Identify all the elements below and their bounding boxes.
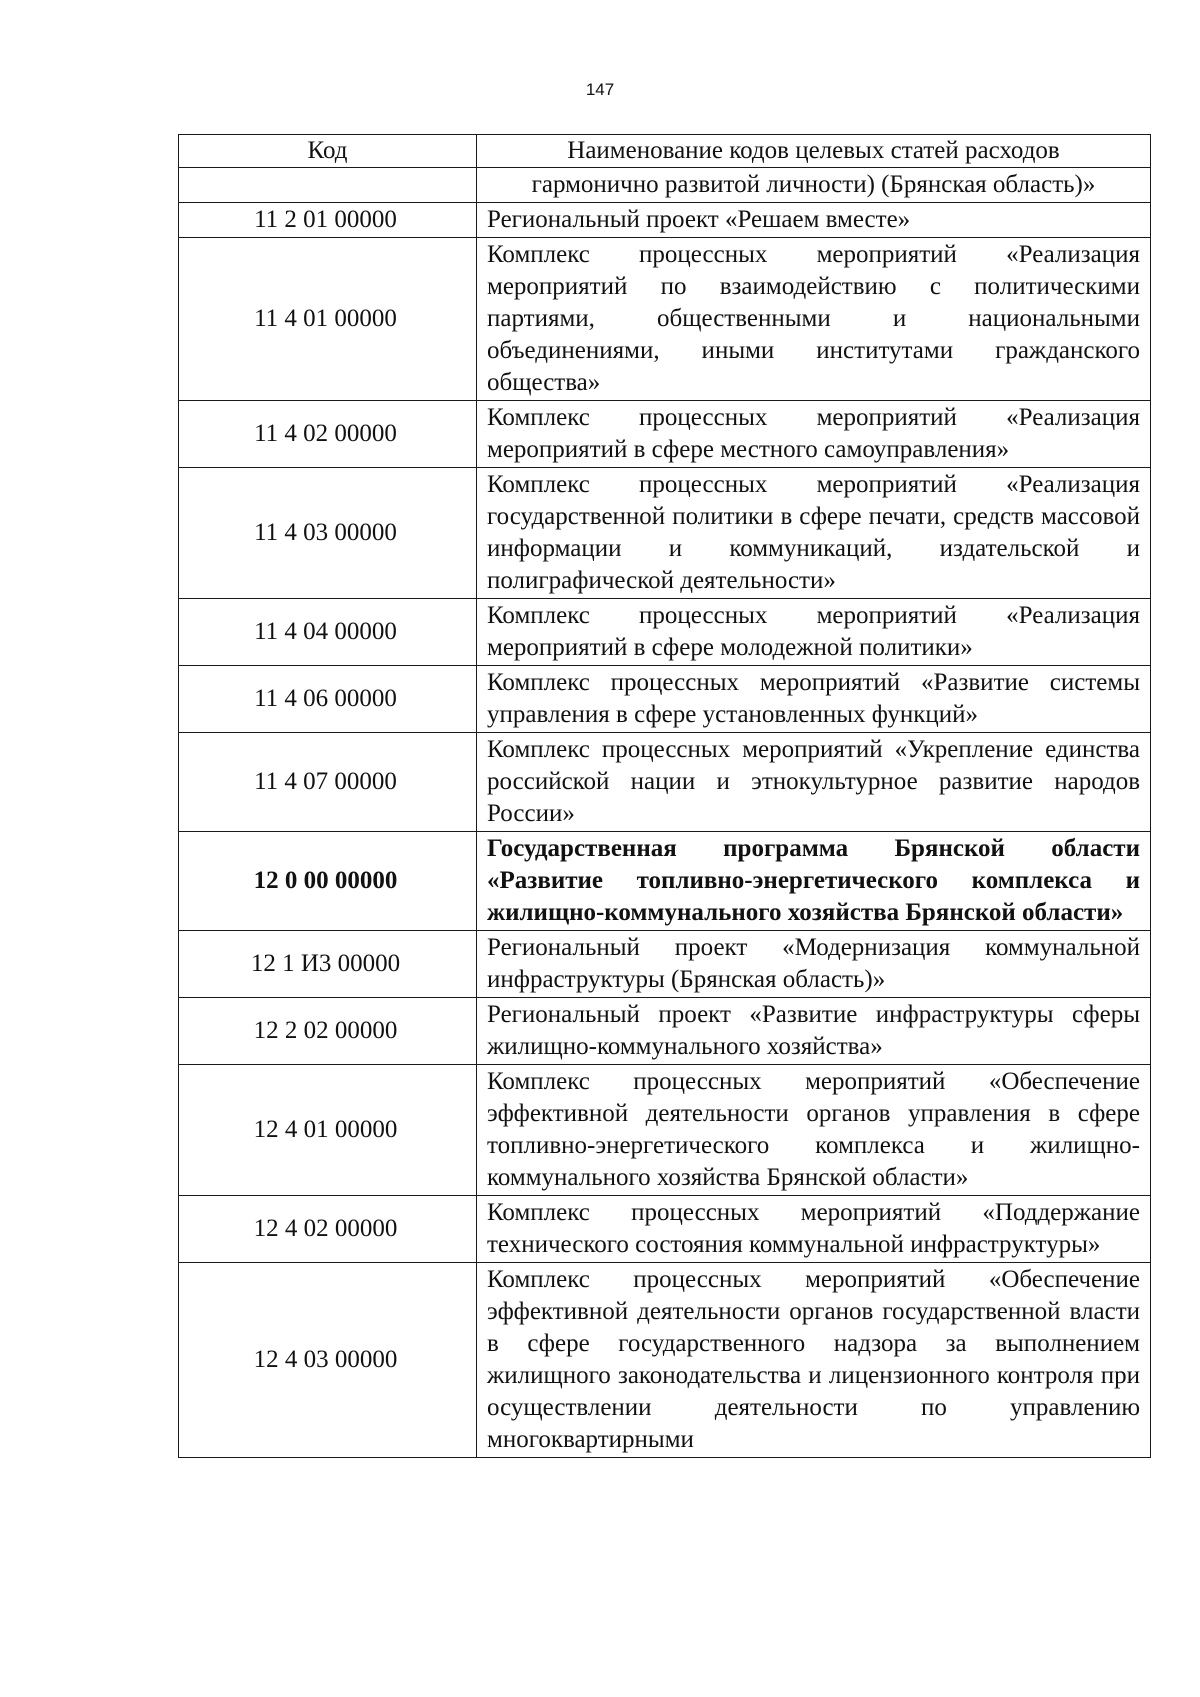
row-name: Комплекс процессных мероприятий «Реализация мероприятий в сфере местного самоуправления»	[477, 401, 1151, 468]
row-name: Комплекс процессных мероприятий «Реализация мероприятий по взаимодействию с политическими партиями, общественными и национальными объединениями, иными институтами гражданского общества»	[477, 238, 1151, 401]
row-code: 11 2 01 00000	[179, 203, 477, 238]
row-name: Комплекс процессных мероприятий «Обеспечение эффективной деятельности органов управления в сфере топливно-энергетического комплекса и жилищно-коммунального хозяйства Брянской области»	[477, 1065, 1151, 1196]
row-code: 12 4 03 00000	[179, 1263, 477, 1458]
table-row	[179, 1263, 1151, 1458]
table-row	[179, 238, 1151, 401]
table-row	[179, 931, 1151, 998]
row-code: 11 4 06 00000	[179, 666, 477, 733]
table-row	[179, 168, 1151, 203]
table-row	[179, 733, 1151, 832]
header-name: Наименование кодов целевых статей расходов	[477, 135, 1151, 168]
row-name: Региональный проект «Решаем вместе»	[477, 203, 1151, 238]
row-code: 11 4 07 00000	[179, 733, 477, 832]
table-header-row	[179, 135, 1151, 168]
table-row	[179, 1196, 1151, 1263]
table-row	[179, 401, 1151, 468]
row-code: 12 4 02 00000	[179, 1196, 477, 1263]
table-row	[179, 998, 1151, 1065]
row-name: Комплекс процессных мероприятий «Реализация мероприятий в сфере молодежной политики»	[477, 599, 1151, 666]
row-name: Комплекс процессных мероприятий «Развитие системы управления в сфере установленных функций»	[477, 666, 1151, 733]
table-row	[179, 203, 1151, 238]
row-name: гармонично развитой личности) (Брянская область)»	[477, 168, 1151, 203]
table-row	[179, 599, 1151, 666]
row-code: 12 4 01 00000	[179, 1065, 477, 1196]
row-code: 11 4 03 00000	[179, 468, 477, 599]
table-row	[179, 666, 1151, 733]
row-code	[179, 168, 477, 203]
row-code: 11 4 01 00000	[179, 238, 477, 401]
row-name: Региональный проект «Модернизация коммунальной инфраструктуры (Брянская область)»	[477, 931, 1151, 998]
row-code: 11 4 02 00000	[179, 401, 477, 468]
header-code: Код	[179, 135, 477, 168]
page-number: 147	[585, 80, 615, 99]
row-name: Комплекс процессных мероприятий «Укрепление единства российской нации и этнокультурное развитие народов России»	[477, 733, 1151, 832]
row-name: Региональный проект «Развитие инфраструктуры сферы жилищно-коммунального хозяйства»	[477, 998, 1151, 1065]
row-code: 12 1 И3 00000	[179, 931, 477, 998]
row-name: Государственная программа Брянской области «Развитие топливно-энергетического комплекса и жилищно-коммунального хозяйства Брянской области»	[477, 832, 1151, 931]
row-code: 12 0 00 00000	[179, 832, 477, 931]
table-row-program	[179, 832, 1151, 931]
target-expense-codes-table	[178, 134, 1151, 1458]
row-name: Комплекс процессных мероприятий «Обеспечение эффективной деятельности органов государственной власти в сфере государственного надзора за выполнением жилищного законодательства и лицензионного контроля при осуществлении деятельности по управлению многоквартирными	[477, 1263, 1151, 1458]
table-row	[179, 1065, 1151, 1196]
table-row	[179, 468, 1151, 599]
row-name: Комплекс процессных мероприятий «Поддержание технического состояния коммунальной инфраструктуры»	[477, 1196, 1151, 1263]
row-name: Комплекс процессных мероприятий «Реализация государственной политики в сфере печати, средств массовой информации и коммуникаций, издательской и полиграфической деятельности»	[477, 468, 1151, 599]
row-code: 12 2 02 00000	[179, 998, 477, 1065]
row-code: 11 4 04 00000	[179, 599, 477, 666]
